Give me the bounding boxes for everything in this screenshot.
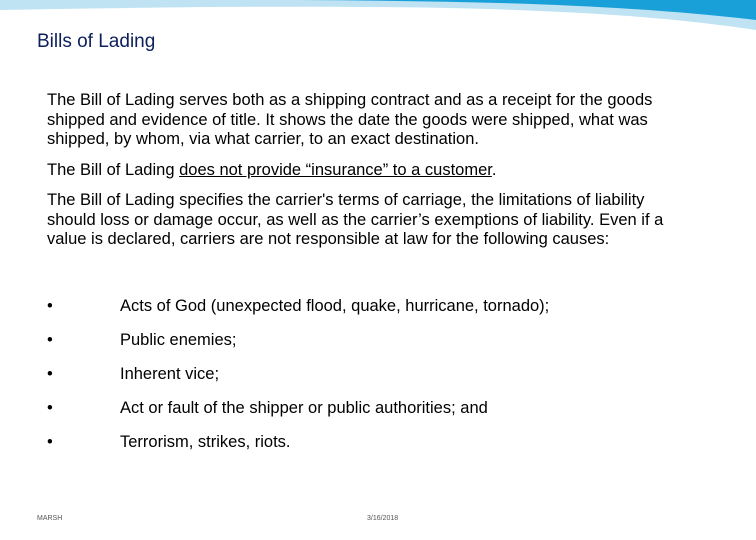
footer-date: 3/16/2018	[367, 515, 399, 522]
bullet-text: Public enemies;	[120, 331, 237, 349]
list-item	[47, 433, 549, 467]
slide-title: Bills of Lading	[37, 31, 156, 52]
bullet-icon: •	[47, 365, 53, 383]
insurance-prefix: The Bill of Lading	[47, 160, 180, 179]
bullet-icon: •	[47, 433, 53, 451]
paragraph-carrier-terms: The Bill of Lading specifies the carrier's terms of carriage, the limitations of liability should loss or damage occur, as well as the carrier’s exemptions of liability. Even if a value is declared, carriers are not responsible at law for the following causes:	[47, 191, 664, 248]
bullet-text: Act or fault of the shipper or public authorities; and	[120, 399, 488, 417]
bullet-icon: •	[47, 297, 53, 315]
causes-list	[47, 297, 549, 467]
bullet-text: Inherent vice;	[120, 365, 220, 383]
list-item	[47, 331, 549, 365]
insurance-underlined: does not provide “insurance” to a customer	[179, 160, 492, 179]
list-item	[47, 365, 549, 399]
slide-body	[47, 91, 687, 261]
paragraph-bill-purpose: The Bill of Lading serves both as a shipping contract and as a receipt for the goods shipped and evidence of title. It shows the date the goods were shipped, what was shipped, by whom, via what carrier, to an exact destination.	[47, 91, 653, 148]
bullet-text: Acts of God (unexpected flood, quake, hurricane, tornado);	[120, 297, 550, 315]
insurance-suffix: .	[491, 160, 497, 179]
bullet-text: Terrorism, strikes, riots.	[120, 433, 291, 451]
bullet-icon: •	[47, 331, 53, 349]
list-item	[47, 399, 549, 433]
list-item	[47, 297, 549, 331]
paragraph-insurance	[47, 161, 687, 181]
bullet-icon: •	[47, 399, 53, 417]
footer-brand: MARSH	[37, 515, 63, 522]
